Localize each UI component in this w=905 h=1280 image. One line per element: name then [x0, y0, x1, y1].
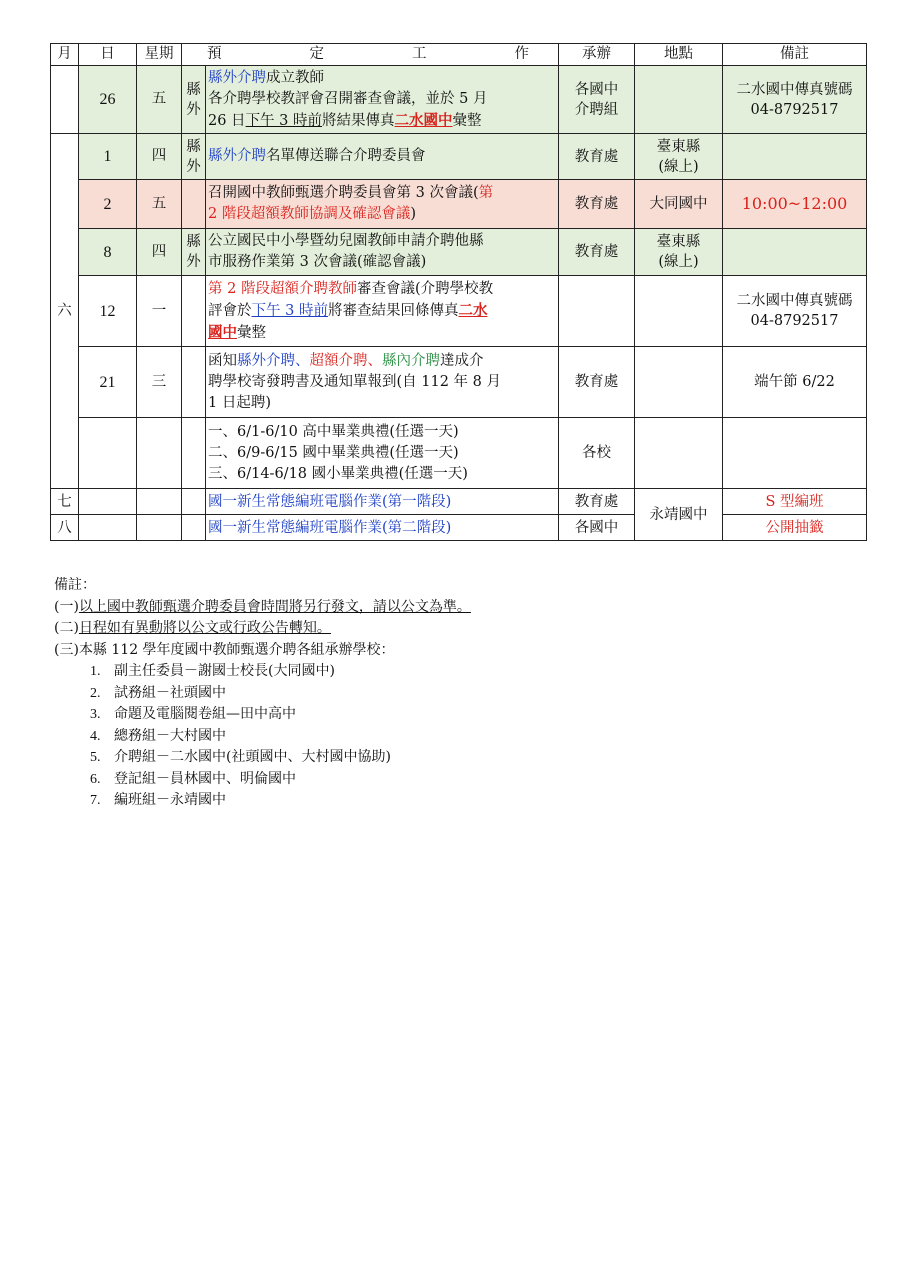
task-text: 將審查結果回條傳真: [327, 302, 459, 319]
schedule-table: [50, 43, 867, 541]
place-text: (線上): [658, 158, 699, 175]
note-sub-text: 總務組－大村國中: [114, 727, 226, 744]
task-text: 審查會議(介聘學校教: [356, 280, 494, 297]
weekday-cell: 三: [137, 347, 182, 418]
remarks-cell: [723, 134, 867, 180]
task-text: 二水國中: [394, 111, 453, 129]
task-line: [208, 231, 556, 252]
task-text: 縣外介聘、: [237, 352, 310, 369]
remarks-text: 端午節 6/22: [754, 374, 835, 390]
task-line: [208, 146, 556, 167]
county-cell: [182, 418, 206, 489]
weekday-cell: 五: [137, 66, 182, 134]
place-cell: [635, 229, 723, 276]
table-row: [51, 347, 867, 418]
notes-section: [54, 575, 471, 812]
header-weekday: 星期: [137, 44, 182, 66]
task-line: [208, 491, 556, 513]
task-text: ): [410, 206, 417, 222]
note-item: [54, 640, 471, 662]
task-text: 縣內介聘: [382, 352, 440, 369]
header-month: 月: [51, 44, 79, 66]
month-cell: [51, 66, 79, 134]
task-cell: [206, 347, 559, 418]
task-text: 國一新生常態編班電腦作業(第二階段): [208, 519, 452, 536]
task-line: [208, 279, 556, 300]
task-line: [208, 183, 556, 204]
note-text: 日程如有異動將以公文或行政公告轉知。: [78, 620, 331, 636]
place-text: 臺東縣: [656, 138, 701, 155]
day-cell: [79, 515, 137, 541]
task-text: 下午 3 時前: [245, 112, 323, 129]
remarks-text: 二水國中傳真號碼: [736, 81, 853, 98]
note-sub-item: [54, 747, 471, 769]
day-cell: 12: [79, 276, 137, 347]
task-text: 26 日: [208, 112, 246, 129]
place-cell: [635, 489, 723, 541]
organizer-text: 各國中: [574, 81, 619, 98]
month-cell: 七: [51, 489, 79, 515]
place-text: 大同國中: [649, 196, 708, 212]
note-sub-number: 1.: [90, 664, 101, 679]
task-text: 聘學校寄發聘書及通知單報到(自 112 年 8 月: [208, 373, 501, 390]
note-prefix: (一): [54, 598, 79, 615]
task-line: [208, 322, 556, 344]
table-row: [51, 276, 867, 347]
county-cell: [182, 347, 206, 418]
place-cell: [635, 180, 723, 229]
organizer-cell: [559, 66, 635, 134]
task-text: 達成介: [440, 352, 484, 369]
header-place: 地點: [635, 44, 723, 66]
organizer-cell: [559, 515, 635, 541]
place-text: 臺東縣: [656, 234, 701, 250]
task-line: [208, 464, 556, 485]
task-text: 成立教師: [266, 69, 324, 86]
note-sub-text: 命題及電腦閱卷組—田中高中: [114, 706, 296, 722]
task-cell: [206, 180, 559, 229]
county-marker: 縣: [186, 234, 201, 250]
header-task-char: 工: [412, 46, 427, 62]
organizer-text: 教育處: [574, 374, 619, 390]
day-cell: 8: [79, 229, 137, 276]
place-cell: [635, 66, 723, 134]
note-sub-text: 副主任委員－謝國士校長(大同國中): [114, 663, 335, 679]
header-day: 日: [79, 44, 137, 66]
task-text: 第: [478, 185, 494, 201]
county-cell: [182, 180, 206, 229]
organizer-cell: [559, 418, 635, 489]
task-line: [208, 517, 556, 539]
place-text: (線上): [658, 254, 699, 270]
month-cell: 八: [51, 515, 79, 541]
table-row: [51, 229, 867, 276]
task-text: 二水: [458, 301, 488, 319]
task-line: [208, 422, 556, 443]
note-item: [54, 597, 471, 619]
weekday-cell: 四: [137, 134, 182, 180]
note-prefix: (二): [54, 620, 79, 636]
table-row: [51, 489, 867, 515]
note-item: [54, 618, 471, 640]
table-row: [51, 418, 867, 489]
task-line: [208, 393, 556, 414]
place-cell: [635, 418, 723, 489]
place-text: 永靖國中: [649, 506, 708, 523]
remarks-text: 二水國中傳真號碼: [736, 293, 853, 309]
note-sub-item: [54, 726, 471, 748]
task-line: [208, 204, 556, 225]
organizer-cell: [559, 180, 635, 229]
task-cell: [206, 515, 559, 541]
note-sub-number: 6.: [90, 771, 101, 787]
table-row: [51, 66, 867, 134]
county-cell: [182, 229, 206, 276]
remarks-text: 10:00~12:00: [741, 194, 848, 213]
task-text: 縣外介聘: [208, 148, 266, 164]
note-sub-text: 編班組－永靖國中: [114, 792, 226, 808]
day-cell: 2: [79, 180, 137, 229]
task-text: 召開國中教師甄選介聘委員會第 3 次會議(: [208, 185, 479, 201]
day-cell: [79, 489, 137, 515]
note-sub-item: [54, 769, 471, 791]
organizer-cell: [559, 489, 635, 515]
month-cell: 六: [51, 134, 79, 489]
weekday-cell: 一: [137, 276, 182, 347]
task-line: [208, 110, 556, 132]
header-task-char: 預: [207, 46, 222, 62]
task-text: 2 階段超額教師協調及確認會議: [208, 206, 411, 222]
organizer-text: 教育處: [574, 493, 619, 510]
note-sub-number: 4.: [90, 728, 101, 744]
task-line: [208, 68, 556, 89]
note-sub-text: 介聘組－二水國中(社頭國中、大村國中協助): [114, 749, 391, 765]
task-text: 國一新生常態編班電腦作業(第一階段): [208, 493, 452, 510]
note-sub-text: 試務組－社頭國中: [114, 684, 226, 701]
weekday-cell: [137, 489, 182, 515]
table-row: [51, 515, 867, 541]
task-text: 1 日起聘): [208, 394, 271, 411]
task-cell: [206, 489, 559, 515]
table-row: [51, 134, 867, 180]
note-sub-item: [54, 683, 471, 705]
task-text: 縣外介聘: [208, 69, 266, 86]
task-text: 函知: [208, 352, 237, 369]
task-text: 評會於: [208, 302, 252, 319]
organizer-text: 各國中: [574, 519, 619, 536]
task-cell: [206, 276, 559, 347]
place-cell: [635, 347, 723, 418]
notes-title: 備註：: [54, 577, 96, 593]
task-cell: [206, 418, 559, 489]
remarks-cell: [723, 347, 867, 418]
note-sub-item: [54, 661, 471, 683]
county-marker: 縣: [186, 138, 201, 155]
organizer-text: 各校: [582, 445, 611, 461]
weekday-cell: 四: [137, 229, 182, 276]
remarks-cell: [723, 418, 867, 489]
remarks-text: S 型編班: [765, 493, 824, 510]
remarks-cell: [723, 180, 867, 229]
county-cell: [182, 66, 206, 134]
note-text: 本縣 112 學年度國中教師甄選介聘各組承辦學校：: [78, 641, 395, 658]
day-cell: [79, 418, 137, 489]
place-cell: [635, 134, 723, 180]
remarks-cell: [723, 515, 867, 541]
county-marker: 外: [186, 101, 201, 118]
header-task: [182, 44, 559, 66]
header-row: [51, 44, 867, 66]
county-cell: [182, 134, 206, 180]
task-text: 市服務作業第 3 次會議(確認會議): [208, 254, 427, 270]
task-line: [208, 372, 556, 393]
day-cell: 1: [79, 134, 137, 180]
county-cell: [182, 276, 206, 347]
task-text: 三、6/14-6/18 國小畢業典禮(任選一天): [208, 465, 468, 482]
organizer-cell: [559, 276, 635, 347]
header-remarks: 備註: [723, 44, 867, 66]
task-line: [208, 252, 556, 273]
day-cell: 21: [79, 347, 137, 418]
header-task-char: 定: [309, 46, 324, 62]
remarks-text: 04-8792517: [750, 101, 839, 118]
note-sub-number: 2.: [90, 685, 101, 701]
remarks-text: 公開抽籤: [765, 519, 824, 536]
task-text: 公立國民中小學暨幼兒園教師申請介聘他縣: [208, 233, 484, 249]
place-cell: [635, 276, 723, 347]
task-text: 二、6/9-6/15 國中畢業典禮(任選一天): [208, 444, 459, 461]
task-text: 將結果傳真: [322, 112, 395, 129]
task-text: 一、6/1-6/10 高中畢業典禮(任選一天): [208, 423, 459, 440]
task-line: [208, 300, 556, 322]
task-text: 各介聘學校教評會召開審查會議，並於 5 月: [208, 90, 488, 107]
organizer-text: 教育處: [574, 148, 619, 165]
task-text: 第 2 階段超額介聘教師: [208, 280, 357, 297]
organizer-cell: [559, 229, 635, 276]
table-row: [51, 180, 867, 229]
task-line: [208, 351, 556, 372]
task-text: 名單傳送聯合介聘委員會: [266, 148, 426, 164]
note-sub-item: [54, 790, 471, 812]
remarks-cell: [723, 229, 867, 276]
county-cell: [182, 515, 206, 541]
task-text: 彙整: [452, 112, 482, 129]
county-marker: 縣: [186, 81, 201, 98]
note-sub-text: 登記組－員林國中、明倫國中: [114, 770, 296, 787]
county-marker: 外: [186, 254, 201, 270]
task-text: 下午 3 時前: [251, 302, 328, 319]
task-cell: [206, 229, 559, 276]
task-cell: [206, 134, 559, 180]
remarks-cell: [723, 276, 867, 347]
day-cell: 26: [79, 66, 137, 134]
task-text: 彙整: [237, 324, 266, 341]
remarks-text: 04-8792517: [750, 313, 839, 329]
organizer-text: 介聘組: [574, 101, 619, 118]
note-sub-number: 5.: [90, 750, 101, 765]
task-line: [208, 443, 556, 464]
task-cell: [206, 66, 559, 134]
note-sub-number: 3.: [90, 707, 101, 722]
organizer-text: 教育處: [574, 244, 619, 260]
task-text: 國中: [208, 323, 237, 341]
note-text: 以上國中教師甄選介聘委員會時間將另行發文，請以公文為準。: [78, 598, 471, 615]
remarks-cell: [723, 66, 867, 134]
task-text: 超額介聘、: [309, 352, 382, 369]
county-marker: 外: [186, 158, 201, 175]
organizer-cell: [559, 134, 635, 180]
note-prefix: (三): [54, 641, 79, 658]
header-task-char: 作: [514, 46, 529, 62]
task-line: [208, 89, 556, 110]
note-sub-item: [54, 704, 471, 726]
remarks-cell: [723, 489, 867, 515]
header-organizer: 承辦: [559, 44, 635, 66]
organizer-cell: [559, 347, 635, 418]
note-sub-number: 7.: [90, 793, 101, 808]
weekday-cell: [137, 515, 182, 541]
weekday-cell: 五: [137, 180, 182, 229]
organizer-text: 教育處: [574, 196, 619, 212]
weekday-cell: [137, 418, 182, 489]
county-cell: [182, 489, 206, 515]
